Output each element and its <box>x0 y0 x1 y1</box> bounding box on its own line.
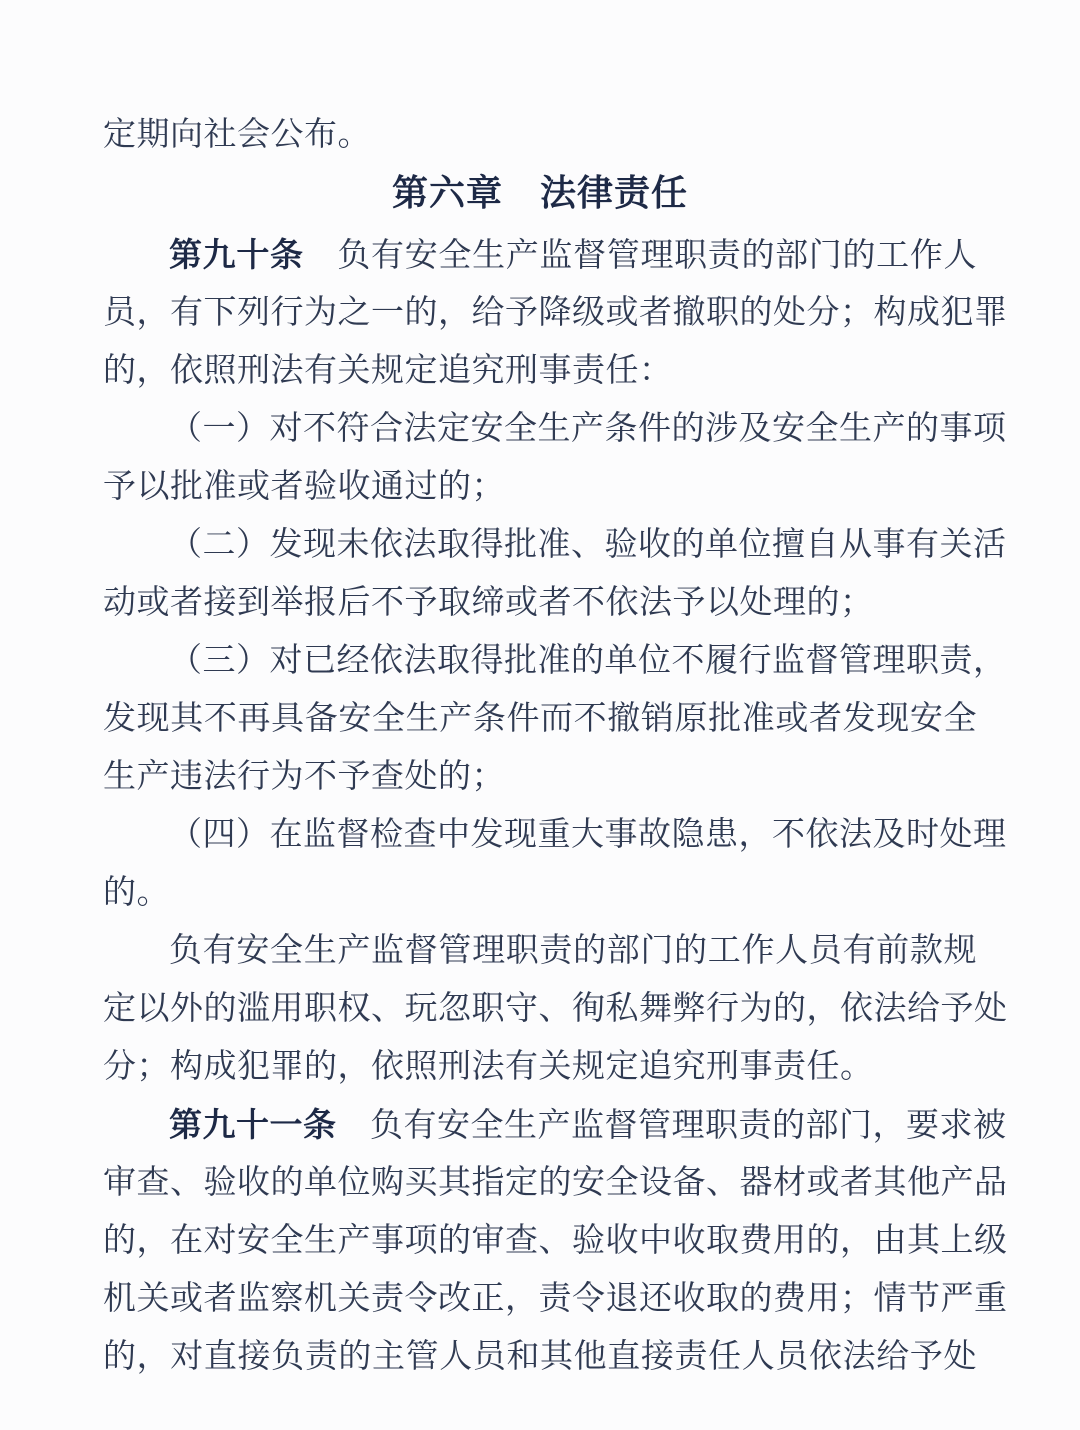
text-line: 的，对直接负责的主管人员和其他直接责任人员依法给予处 <box>103 1339 977 1375</box>
text-line: 定以外的滥用职权、玩忽职守、徇私舞弊行为的，依法给予处 <box>103 991 1008 1027</box>
text-line: （一）对不符合法定安全生产条件的涉及安全生产的事项 <box>169 411 1007 447</box>
text-line: （二）发现未依法取得批准、验收的单位擅自从事有关活 <box>169 527 1007 563</box>
text-line: 予以批准或者验收通过的； <box>103 469 505 505</box>
text-line: 动或者接到举报后不予取缔或者不依法予以处理的； <box>103 585 874 621</box>
article-start-line <box>103 1096 1007 1154</box>
article-start-line <box>103 226 977 284</box>
text-line: 生产违法行为不予查处的； <box>103 759 505 795</box>
article-text: 负有安全生产监督管理职责的部门的工作人 <box>303 238 978 274</box>
text-line: （三）对已经依法取得批准的单位不履行监督管理职责， <box>169 643 1007 679</box>
text-line: 机关或者监察机关责令改正，责令退还收取的费用；情节严重 <box>103 1281 1008 1317</box>
text-line: 的，在对安全生产事项的审查、验收中收取费用的，由其上级 <box>103 1223 1008 1259</box>
article-text: 负有安全生产监督管理职责的部门，要求被 <box>336 1108 1007 1144</box>
article-number: 第九十一条 <box>169 1106 337 1143</box>
chapter-heading: 第六章 法律责任 <box>391 172 688 213</box>
article-number: 第九十条 <box>169 236 304 273</box>
text-line: 员，有下列行为之一的，给予降级或者撤职的处分；构成犯罪 <box>103 295 1008 331</box>
text-line: 的。 <box>103 875 170 911</box>
text-line: 定期向社会公布。 <box>103 117 371 153</box>
text-line: 审查、验收的单位购买其指定的安全设备、器材或者其他产品 <box>103 1165 1008 1201</box>
text-line: 的，依照刑法有关规定追究刑事责任： <box>103 353 673 389</box>
text-line: 发现其不再具备安全生产条件而不撤销原批准或者发现安全 <box>103 701 977 737</box>
text-line: 负有安全生产监督管理职责的部门的工作人员有前款规 <box>169 933 977 969</box>
text-line: 分；构成犯罪的，依照刑法有关规定追究刑事责任。 <box>103 1049 874 1085</box>
text-line: （四）在监督检查中发现重大事故隐患，不依法及时处理 <box>169 817 1007 853</box>
